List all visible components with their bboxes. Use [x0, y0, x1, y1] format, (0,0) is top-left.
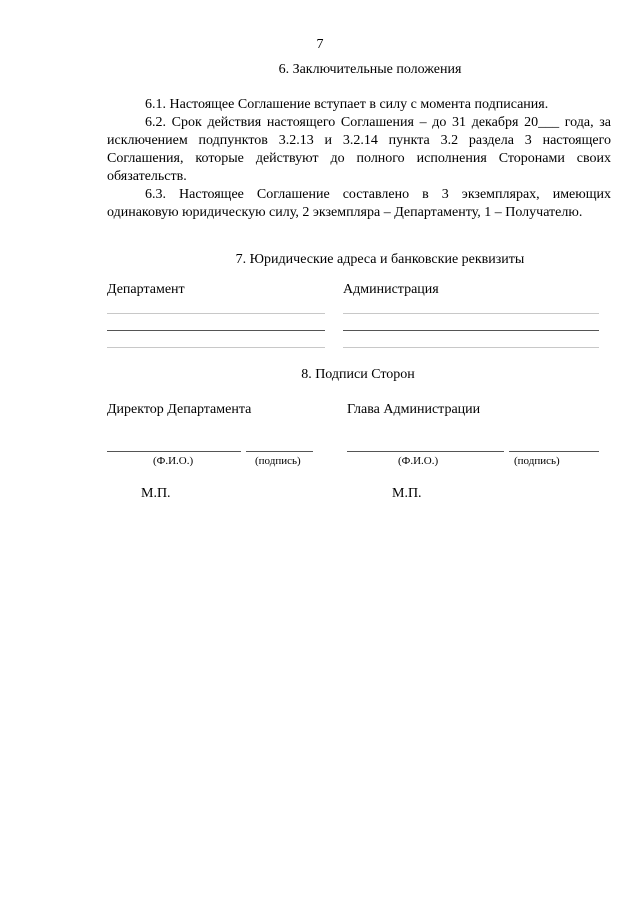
section-6-title: 6. Заключительные положения [278, 62, 462, 77]
clause-6-3: 6.3. Настоящее Соглашение составлено в 3 экземплярах, имеющих одинаковую юридическую силу, 2 экземпляра – Департаменту, 1 – Получателю. [107, 187, 611, 220]
head-fio-caption: (Ф.И.О.) [398, 455, 439, 467]
head-sign-caption: (подпись) [514, 455, 560, 467]
page-number: 7 [316, 37, 324, 52]
director-fio-caption: (Ф.И.О.) [153, 455, 194, 467]
department-requisites-line-2 [107, 330, 325, 331]
director-fio-line [107, 451, 241, 452]
clause-6-1: 6.1. Настоящее Соглашение вступает в силу с момента подписания. [145, 97, 549, 112]
director-title: Директор Департамента [107, 402, 252, 417]
section-7-title: 7. Юридические адреса и банковские реквизиты [235, 252, 525, 267]
head-fio-line [347, 451, 504, 452]
administration-requisites-line-2 [343, 330, 599, 331]
director-stamp-place: М.П. [141, 486, 171, 501]
section-8-title: 8. Подписи Сторон [301, 367, 415, 382]
section-6-body [107, 96, 611, 222]
department-requisites-line-3 [107, 347, 325, 348]
head-stamp-place: М.П. [392, 486, 422, 501]
clause-6-2: 6.2. Срок действия настоящего Соглашения – до 31 декабря 20___ года, за исключением подпунктов 3.2.13 и 3.2.14 пункта 3.2 раздела 3 настоящего Соглашения, которые действуют до полного исполнения Сторонами своих обязательств. [107, 115, 611, 184]
head-title: Глава Администрации [347, 402, 481, 417]
director-sign-line [246, 451, 313, 452]
administration-label: Администрация [343, 282, 439, 297]
director-sign-caption: (подпись) [255, 455, 301, 467]
administration-requisites-line-3 [343, 347, 599, 348]
head-sign-line [509, 451, 599, 452]
department-requisites-line-1 [107, 313, 325, 314]
department-label: Департамент [107, 282, 185, 297]
administration-requisites-line-1 [343, 313, 599, 314]
